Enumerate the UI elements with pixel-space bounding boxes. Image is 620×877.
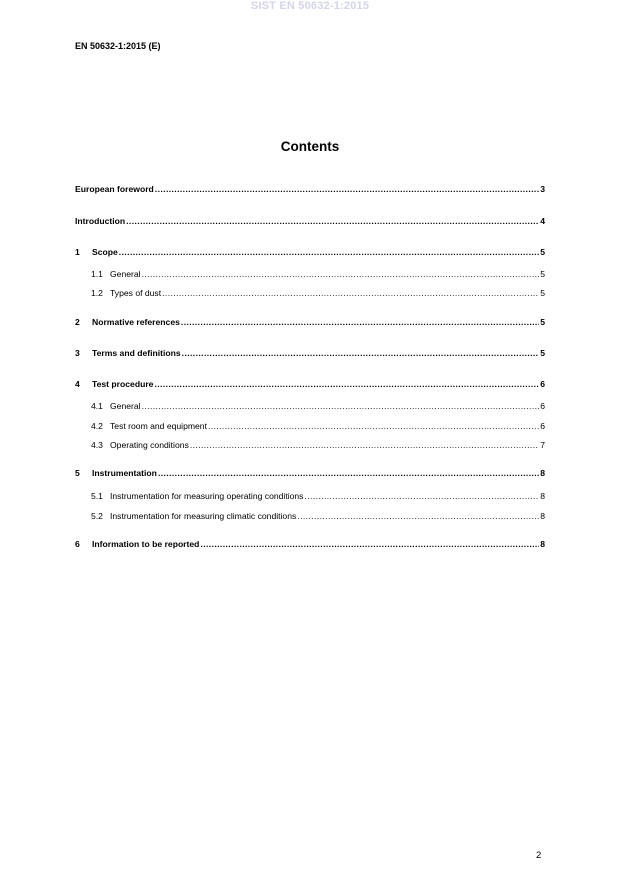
toc-entry-title: European foreword: [75, 184, 154, 194]
toc-leader: [119, 247, 539, 258]
toc-leader: [208, 421, 539, 432]
toc-entry-number: 4.3: [91, 440, 103, 450]
toc-entry-number: 6: [75, 539, 80, 549]
toc-entry-page: 5: [540, 247, 545, 257]
toc-entry-page: 3: [540, 184, 545, 194]
toc-leader: [162, 288, 539, 299]
toc-entry-number: 5.1: [91, 491, 103, 501]
toc-entry-title: Scope: [92, 247, 118, 257]
toc-entry-title: Test procedure: [92, 379, 154, 389]
toc-entry-number: 5.2: [91, 511, 103, 521]
toc-leader: [190, 440, 539, 451]
toc-entry-test-procedure-general[interactable]: [91, 401, 545, 412]
toc-entry-page: 8: [540, 468, 545, 478]
toc-leader: [158, 468, 539, 479]
toc-entry-test-room-and-equipment[interactable]: [91, 421, 545, 432]
toc-entry-number: 2: [75, 317, 80, 327]
toc-entry-page: 5: [540, 317, 545, 327]
toc-leader: [126, 216, 539, 227]
toc-entry-introduction[interactable]: [75, 216, 545, 227]
toc-entry-title: Instrumentation for measuring operating conditions: [110, 491, 304, 501]
toc-leader: [142, 269, 540, 280]
toc-entry-instrumentation-operating[interactable]: [91, 491, 545, 502]
toc-entry-operating-conditions[interactable]: [91, 440, 545, 451]
toc-entry-title: Information to be reported: [92, 539, 200, 549]
toc-entry-scope-general[interactable]: [91, 269, 545, 280]
toc-entry-types-of-dust[interactable]: [91, 288, 545, 299]
toc-entry-title: General: [110, 269, 141, 279]
toc-entry-number: 4.1: [91, 401, 103, 411]
watermark: SIST EN 50632-1:2015: [250, 0, 370, 12]
toc-entry-scope[interactable]: [75, 247, 545, 258]
toc-entry-page: 4: [540, 216, 545, 226]
toc-leader: [182, 348, 540, 359]
toc-entry-title: Operating conditions: [110, 440, 189, 450]
toc-entry-title: Terms and definitions: [92, 348, 181, 358]
toc-entry-number: 3: [75, 348, 80, 358]
toc-entry-title: Introduction: [75, 216, 126, 226]
toc-entry-page: 5: [540, 348, 545, 358]
toc-entry-page: 6: [540, 379, 545, 389]
toc-entry-instrumentation-climatic[interactable]: [91, 511, 545, 522]
toc-leader: [154, 379, 539, 390]
toc-entry-number: 4: [75, 379, 80, 389]
toc-entry-number: 1.1: [91, 269, 103, 279]
toc-entry-page: 7: [540, 440, 545, 450]
toc-entry-page: 5: [540, 288, 545, 298]
toc-entry-page: 6: [540, 401, 545, 411]
toc-entry-title: Instrumentation for measuring climatic conditions: [110, 511, 297, 521]
toc-entry-number: 1.2: [91, 288, 103, 298]
toc-entry-title: Normative references: [92, 317, 180, 327]
document-reference: EN 50632-1:2015 (E): [75, 41, 161, 51]
toc-entry-page: 8: [540, 511, 545, 521]
toc-entry-title: General: [110, 401, 141, 411]
toc-entry-page: 8: [540, 491, 545, 501]
toc-entry-page: 8: [540, 539, 545, 549]
toc-entry-number: 5: [75, 468, 80, 478]
contents-title: Contents: [280, 139, 340, 154]
toc-entry-title: Test room and equipment: [110, 421, 207, 431]
toc-entry-title: Instrumentation: [92, 468, 157, 478]
toc-entry-european-foreword[interactable]: [75, 184, 545, 195]
toc-entry-number: 4.2: [91, 421, 103, 431]
toc-entry-test-procedure[interactable]: [75, 379, 545, 390]
toc-entry-normative-references[interactable]: [75, 317, 545, 328]
toc-leader: [297, 511, 539, 522]
toc-leader: [155, 184, 539, 195]
page-number: 2: [536, 850, 542, 861]
toc-leader: [181, 317, 539, 328]
toc-entry-number: 1: [75, 247, 80, 257]
toc-entry-title: Types of dust: [110, 288, 162, 298]
toc-entry-information-to-be-reported[interactable]: [75, 539, 545, 550]
toc-entry-page: 6: [540, 421, 545, 431]
toc-entry-terms-and-definitions[interactable]: [75, 348, 545, 359]
toc-leader: [142, 401, 540, 412]
toc-leader: [304, 491, 539, 502]
toc-leader: [200, 539, 539, 550]
toc-entry-page: 5: [540, 269, 545, 279]
toc-entry-instrumentation[interactable]: [75, 468, 545, 479]
